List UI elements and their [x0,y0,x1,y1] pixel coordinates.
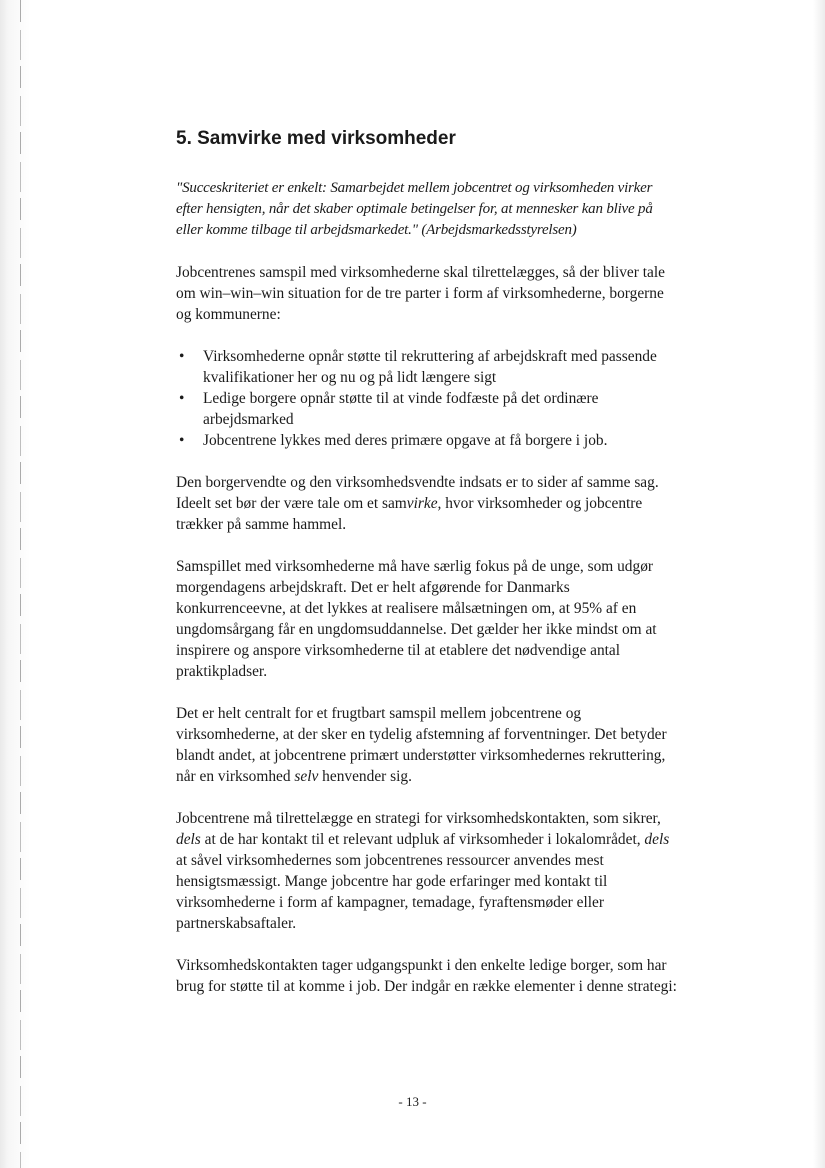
paragraph-contact: Virksomhedskontakten tager udgangspunkt i den enkelte ledige borger, som har brug for støtte til at komme i job. Der indgår en række elementer i denne strategi: [176,957,677,995]
list-item [176,430,681,451]
scan-edge-left [0,0,34,1168]
quote-block: "Succeskriteriet er enkelt: Samarbejdet mellem jobcentret og virksomheden virker efter hensigten, når det skaber optimale betingelser for, at mennesker kan blive på eller komme tilbage til arbejdsmarkedet." (Arbejdsmarkedsstyrelsen) [176,180,653,238]
list-item-text: Jobcentrene lykkes med deres primære opgave at få borgere i job. [203,432,608,449]
emphasis-text: virke, [406,495,442,512]
paragraph-strategy [176,808,681,934]
paragraph-text: at de har kontakt til et relevant udpluk af virksomheder i lokalområdet, [200,831,645,848]
list-item [176,388,681,430]
document-body [176,127,681,997]
paragraph-expectations [176,703,681,787]
page-number: - 13 - [398,1094,427,1109]
bullet-icon: • [179,348,185,365]
paragraph-text: Jobcentrene må tilrettelægge en strategi for virksomhedskontakten, som sikrer, [176,810,661,827]
emphasis-text: dels [644,831,670,848]
list-item-text: Virksomhederne opnår støtte til rekruttering af arbejdskraft med passende kvalifikationer her og nu og på lidt længere sigt [203,348,657,386]
paragraph-text: Den borgervendte og den virksomhedsvendte indsats er to sider af samme sag. Ideelt set bør der være tale om et sam [176,474,659,512]
paragraph-text: at såvel virksomhedernes som jobcentrenes ressourcer anvendes mest hensigtsmæssigt. Mange jobcentre har gode erfaringer med kontakt til virksomhederne i form af kampagner, temadage, fyraftensmøder eller partnerskabsaftaler. [176,852,608,932]
intro-paragraph: Jobcentrenes samspil med virksomhederne skal tilrettelægges, så der bliver tale om win–win–win situation for de tre parter i form af virksomhederne, borgerne og kommunerne: [176,264,665,323]
paragraph-text: hvor virksomheder og jobcentre trækker på samme hammel. [176,495,643,533]
scan-edge-right [813,0,825,1168]
paragraph-young-people: Samspillet med virksomhederne må have særlig fokus på de unge, som udgør morgendagens arbejdskraft. Det er helt afgørende for Danmarks konkurrenceevne, at det lykkes at realisere målsætningen om, at 95% af en ungdomsårgang får en ungdomsuddannelse. Det gælder her ikke mindst om at inspirere og anspore virksomhederne til at etablere det nødvendige antal praktikpladser. [176,558,657,680]
bullet-list [176,346,681,451]
section-heading: 5. Samvirke med virksomheder [176,128,456,149]
bullet-icon: • [179,432,185,449]
emphasis-text: dels [176,831,201,848]
paragraph-samvirke [176,472,681,535]
paragraph-text: Det er helt centralt for et frugtbart samspil mellem jobcentrene og virksomhederne, at der sker en tydelig afstemning af forventninger. Det betyder blandt andet, at jobcentrene primært understøtter virksomhedernes rekruttering, når en virksomhed [176,705,667,785]
bullet-icon: • [179,390,185,407]
scan-edge-shadow [20,0,21,1168]
paragraph-text: henvender sig. [318,768,412,785]
list-item-text: Ledige borgere opnår støtte til at vinde fodfæste på det ordinære arbejdsmarked [203,390,599,428]
list-item [176,346,681,388]
emphasis-text: selv [294,768,319,785]
